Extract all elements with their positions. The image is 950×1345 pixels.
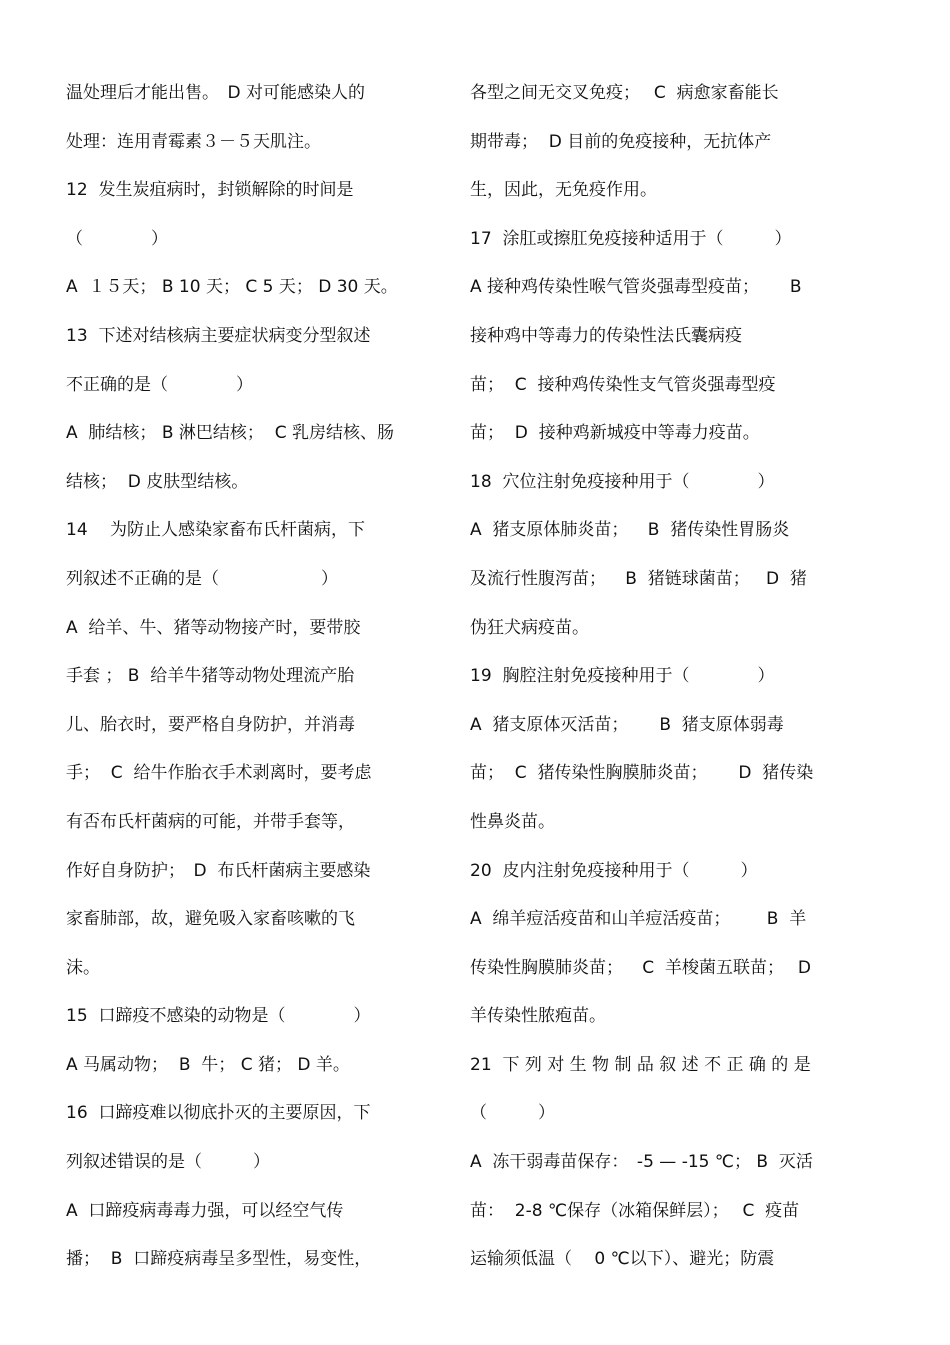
text-line: 生，因此，无免疫作用。 [470,180,657,201]
text-line: 各型之间无交叉免疫； C 病愈家畜能长 [470,83,779,103]
text-line: 播； B 口蹄疫病毒呈多型性，易变性， [66,1249,372,1270]
left-column [66,76,436,1291]
text-line: 家畜肺部，故，避免吸入家畜咳嗽的飞 [66,909,355,930]
question-20-options: A 绵羊痘活疫苗和山羊痘活疫苗； B 羊 [470,909,807,930]
text-line: 运输须低温（ 0 ℃以下）、避光；防震 [470,1249,775,1270]
question-12-stem: 12 发生炭疽病时，封锁解除的时间是 [66,180,354,201]
question-19-stem: 19 胸腔注射免疫接种用于（ ） [470,666,775,687]
question-15-stem: 15 口蹄疫不感染的动物是（ ） [66,1006,371,1027]
question-13-options: A 肺结核； B 淋巴结核； C 乳房结核、肠 [66,423,394,444]
right-column [470,76,850,1291]
question-14-options: A 给羊、牛、猪等动物接产时，要带胶 [66,617,361,638]
text-line: 苗： 2-8 ℃保存（冰箱保鲜层）； C 疫苗 [470,1200,800,1221]
text-line: （ ） [66,228,168,249]
question-18-options: A 猪支原体肺炎苗； B 猪传染性胃肠炎 [470,520,790,541]
text-line: 结核； D 皮肤型结核。 [66,471,249,492]
text-line: 苗； C 接种鸡传染性支气管炎强毒型疫 [470,374,776,395]
text-line: 列叙述错误的是（ ） [66,1152,270,1173]
question-17-stem: 17 涂肛或擦肛免疫接种适用于（ ） [470,228,792,249]
text-line: 沫。 [66,957,100,978]
text-line: 期带毒； D 目前的免疫接种，无抗体产 [470,131,772,152]
question-21-stem: 21 下 列 对 生 物 制 品 叙 述 不 正 确 的 是 [470,1054,811,1075]
question-15-options: A 马属动物； B 牛； C 猪； D 羊。 [66,1054,350,1075]
text-line: 有否布氏杆菌病的可能，并带手套等， [66,811,355,832]
text-line: 不正确的是（ ） [66,374,253,395]
text-line: 儿、胎衣时，要严格自身防护，并消毒 [66,714,355,735]
text-line: 作好自身防护； D 布氏杆菌病主要感染 [66,860,371,881]
question-12-options: A １５天； B 10 天； C 5 天； D 30 天。 [66,277,398,298]
question-21-options: A 冻干弱毒苗保存： -5 — -15 ℃； B 灭活 [470,1152,813,1173]
text-line: 性鼻炎苗。 [470,811,555,832]
question-20-stem: 20 皮内注射免疫接种用于（ ） [470,860,758,881]
question-13-stem: 13 下述对结核病主要症状病变分型叙述 [66,325,371,346]
text-line: 及流行性腹泻苗； B 猪链球菌苗； D 猪 [470,568,807,589]
question-17-options: A 接种鸡传染性喉气管炎强毒型疫苗； B [470,277,802,298]
text-line: 传染性胸膜肺炎苗； C 羊梭菌五联苗； D [470,957,811,978]
text-line: 伪狂犬病疫苗。 [470,617,589,638]
question-19-options: A 猪支原体灭活苗； B 猪支原体弱毒 [470,714,784,735]
text-line: 接种鸡中等毒力的传染性法氏囊病疫 [470,325,742,346]
text-line: （ ） [470,1103,555,1124]
question-18-stem: 18 穴位注射免疫接种用于（ ） [470,471,775,492]
text-line: 列叙述不正确的是（ ） [66,568,338,589]
text-line: 处理：连用青霉素３－５天肌注。 [66,131,321,152]
question-16-stem: 16 口蹄疫难以彻底扑灭的主要原因，下 [66,1103,371,1124]
text-line: 手； C 给牛作胎衣手术剥离时，要考虑 [66,763,372,784]
text-line: 手套 ； B 给羊牛猪等动物处理流产胎 [66,666,355,687]
text-line: 羊传染性脓疱苗。 [470,1006,606,1027]
text-line: 苗； C 猪传染性胸膜肺炎苗； D 猪传染 [470,763,814,784]
text-line: 苗； D 接种鸡新城疫中等毒力疫苗。 [470,423,760,444]
text-line: 温处理后才能出售。 D 对可能感染人的 [66,83,365,103]
question-14-stem: 14 为防止人感染家畜布氏杆菌病，下 [66,520,366,541]
question-16-options: A 口蹄疫病毒毒力强，可以经空气传 [66,1200,344,1221]
